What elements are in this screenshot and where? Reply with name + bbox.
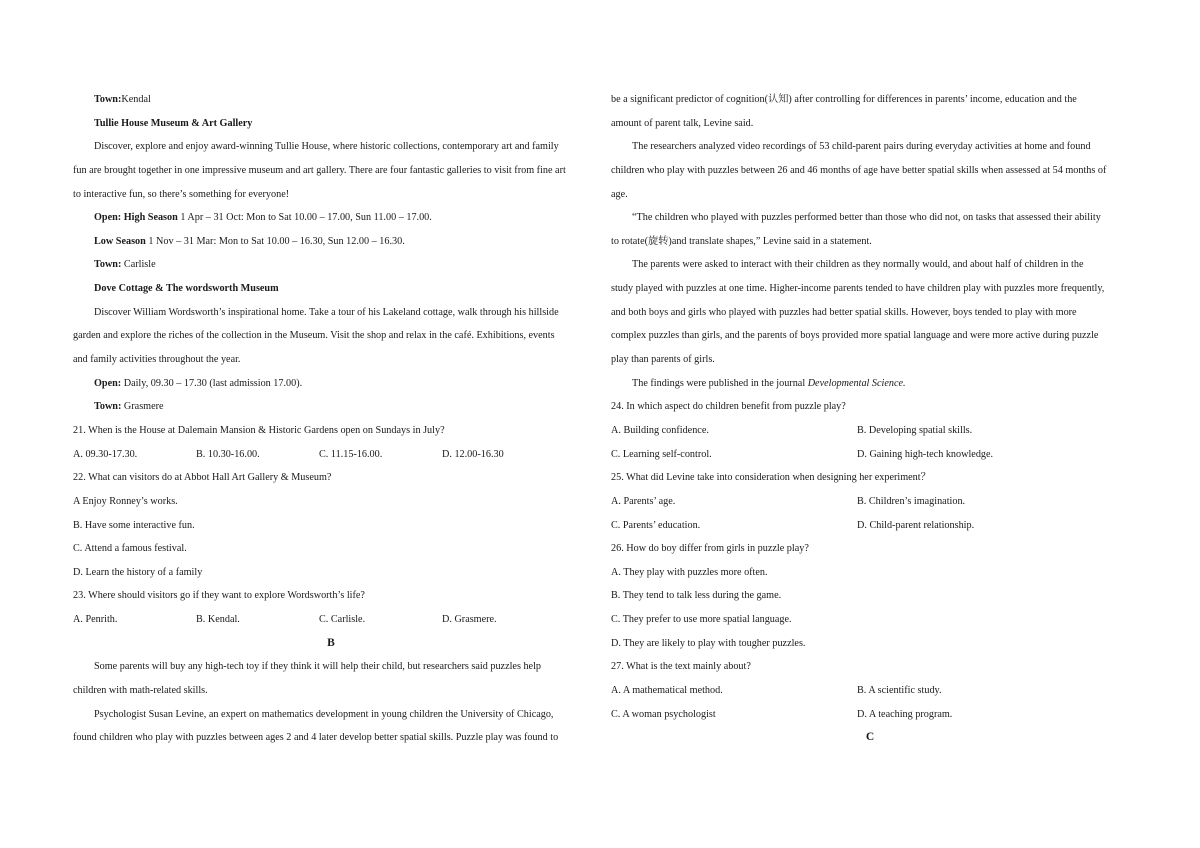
question-23: 23. Where should visitors go if they want to explore Wordsworth’s life?	[73, 590, 365, 602]
opening-hours: Open: High Season 1 Apr – 31 Oct: Mon to Sat 10.00 – 17.00, Sun 11.00 – 17.00.	[94, 212, 432, 224]
question-21: 21. When is the House at Dalemain Mansion & Historic Gardens open on Sundays in July?	[73, 424, 445, 436]
question-26: 26. How do boy differ from girls in puzzle play?	[611, 543, 809, 555]
paragraph-line: children with math-related skills.	[73, 685, 208, 697]
paragraph-line: age.	[611, 188, 628, 200]
venue-title: Dove Cottage & The wordsworth Museum	[94, 283, 279, 295]
option-c: C. 11.15-16.00.	[319, 448, 383, 460]
paragraph-line: Discover William Wordsworth’s inspirational home. Take a tour of his Lakeland cottage, walk through his hillside	[94, 306, 559, 318]
paragraph-line: amount of parent talk, Levine said.	[611, 117, 754, 129]
question-25: 25. What did Levine take into consideration when designing her experiment？	[611, 472, 931, 484]
question-21-options	[73, 443, 589, 467]
option-a: A Enjoy Ronney’s works.	[73, 495, 178, 507]
paragraph-line: be a significant predictor of cognition(认知) after controlling for differences in parents’ income, education and the	[611, 94, 1077, 105]
paragraph-line: “The children who played with puzzles performed better than those who did not, on tasks that assessed their ability	[632, 212, 1101, 224]
option-a: A. A mathematical method.	[611, 685, 723, 697]
question-25-options-row1	[611, 490, 1129, 514]
option-c: C. Parents’ education.	[611, 519, 701, 531]
option-a: A. Parents’ age.	[611, 495, 676, 507]
paragraph-line: Some parents will buy any high-tech toy if they think it will help their child, but researchers said puzzles help	[94, 661, 542, 673]
paragraph-line: complex puzzles than girls, and the parents of boys provided more spatial language and were more active during puzzle	[611, 330, 1099, 342]
option-c: C. Attend a famous festival.	[73, 543, 187, 555]
section-heading-b: B	[327, 636, 335, 649]
left-column	[73, 88, 589, 750]
question-27-options-row2	[611, 703, 1129, 727]
option-a: A. 09.30-17.30.	[73, 448, 138, 460]
option-c: C. Learning self-control.	[611, 448, 712, 460]
option-d: D. They are likely to play with tougher puzzles.	[611, 637, 806, 649]
option-d: D. 12.00-16.30	[442, 448, 504, 460]
question-27: 27. What is the text mainly about?	[611, 661, 751, 673]
option-b: B. Developing spatial skills.	[857, 424, 973, 436]
question-24-options-row2	[611, 443, 1129, 467]
question-24-options-row1	[611, 419, 1129, 443]
question-23-options	[73, 608, 589, 632]
paragraph-line: to rotate(旋转)and translate shapes,” Levine said in a statement.	[611, 235, 872, 247]
option-c: C. A woman psychologist	[611, 708, 716, 720]
option-b: B. 10.30-16.00.	[196, 448, 260, 460]
question-27-options-row1	[611, 679, 1129, 703]
option-b: B. Have some interactive fun.	[73, 519, 195, 531]
option-d: D. Grasmere.	[442, 614, 497, 626]
option-c: C. They prefer to use more spatial language.	[611, 614, 792, 626]
option-d: D. A teaching program.	[857, 708, 953, 720]
question-25-options-row2	[611, 514, 1129, 538]
paragraph-line: Psychologist Susan Levine, an expert on mathematics development in young children the University of Chicago,	[94, 708, 554, 720]
option-d: D. Learn the history of a family	[73, 566, 203, 578]
option-a: A. Penrith.	[73, 614, 118, 626]
town-line: Town:Kendal	[94, 94, 151, 105]
town-line: Town: Carlisle	[94, 259, 156, 271]
paragraph-line: and family activities throughout the year.	[73, 354, 241, 366]
paragraph-line: Discover, explore and enjoy award-winning Tullie House, where historic collections, contemporary art and family	[94, 141, 559, 153]
paragraph-line: to interactive fun, so there’s something for everyone!	[73, 188, 290, 200]
section-heading-c: C	[865, 731, 875, 744]
journal-name: Developmental Science.	[807, 377, 906, 389]
paragraph-line: garden and explore the riches of the collection in the Museum. Visit the shop and relax in the café. Exhibitions, events	[73, 330, 555, 342]
option-b: B. They tend to talk less during the game.	[611, 590, 782, 602]
paragraph-line: The researchers analyzed video recordings of 53 child-parent pairs during everyday activities at home and found	[632, 141, 1091, 153]
option-b: B. Children’s imagination.	[857, 495, 966, 507]
option-b: B. A scientific study.	[857, 685, 942, 697]
paragraph-line: The parents were asked to interact with their children as they normally would, and about half of children in the	[632, 259, 1084, 271]
option-a: A. Building confidence.	[611, 424, 709, 436]
paragraph-line: play than parents of girls.	[611, 354, 715, 366]
question-22: 22. What can visitors do at Abbot Hall Art Gallery & Museum?	[73, 472, 332, 484]
paragraph-line: The findings were published in the journal Developmental Science.	[632, 377, 906, 389]
option-d: D. Child-parent relationship.	[857, 519, 975, 531]
option-b: B. Kendal.	[196, 614, 240, 626]
town-line: Town: Grasmere	[94, 401, 164, 413]
paragraph-line: found children who play with puzzles between ages 2 and 4 later develop better spatial skills. Puzzle play was found to	[73, 732, 559, 744]
opening-hours: Open: Daily, 09.30 – 17.30 (last admission 17.00).	[94, 377, 303, 389]
option-a: A. They play with puzzles more often.	[611, 566, 768, 578]
option-d: D. Gaining high-tech knowledge.	[857, 448, 994, 460]
paragraph-line: fun are brought together in one impressive museum and art gallery. There are four fantastic galleries to visit from fine art	[73, 164, 566, 176]
right-column	[611, 88, 1129, 750]
opening-hours: Low Season 1 Nov – 31 Mar: Mon to Sat 10.00 – 16.30, Sun 12.00 – 16.30.	[94, 235, 405, 247]
question-24: 24. In which aspect do children benefit from puzzle play?	[611, 401, 846, 413]
venue-title: Tullie House Museum & Art Gallery	[94, 117, 253, 129]
paragraph-line: study played with puzzles at one time. Higher-income parents tended to have children play with puzzles more frequently,	[611, 283, 1105, 295]
paragraph-line: children who play with puzzles between 26 and 46 months of age have better spatial skills when assessed at 54 months of	[611, 164, 1107, 176]
paragraph-line: and both boys and girls who played with puzzles had better spatial skills. However, boys tended to play with more	[611, 306, 1077, 318]
option-c: C. Carlisle.	[319, 614, 366, 626]
